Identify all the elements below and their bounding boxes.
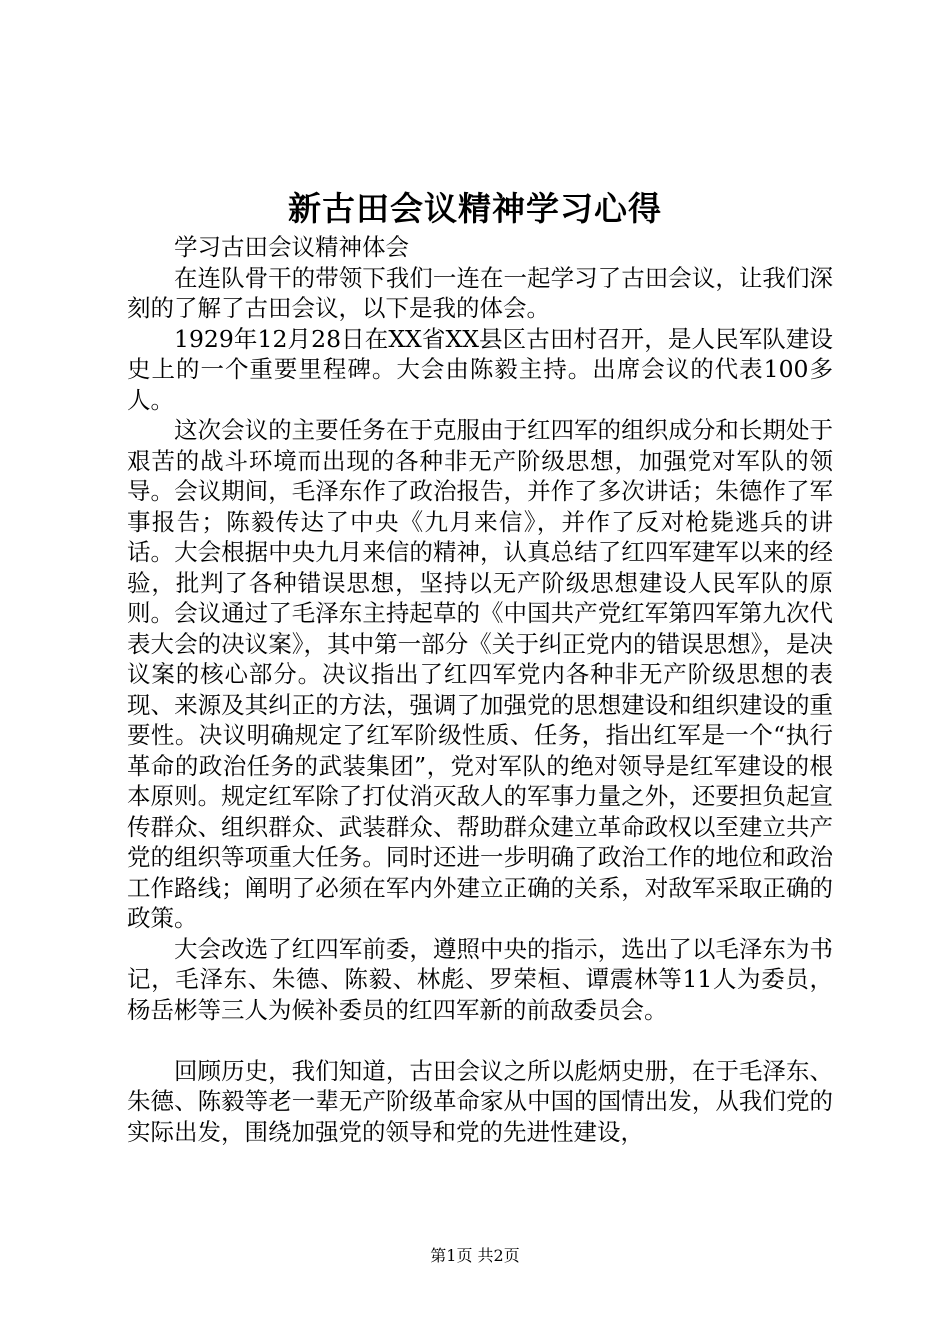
paragraph-spacer [127,1025,833,1056]
document-title: 新古田会议精神学习心得 [288,189,662,228]
paragraph-subtitle: 学习古田会议精神体会 [174,233,409,261]
page-footer: 第1页 共2页 [430,1246,520,1265]
paragraph-review: 回顾历史，我们知道，古田会议之所以彪炳史册，在于毛泽东、朱德、陈毅等老一辈无产阶级革命家从中国的国情出发，从我们党的实际出发，围绕加强党的领导和党的先进性建设， [127,1056,833,1146]
paragraph-intro: 在连队骨干的带领下我们一连在一起学习了古田会议，让我们深刻的了解了古田会议，以下是我的体会。 [127,263,833,322]
paragraph-main-task: 这次会议的主要任务在于克服由于红四军的组织成分和长期处于艰苦的战斗环境而出现的各种非无产阶级思想，加强党对军队的领导。会议期间，毛泽东作了政治报告，并作了多次讲话；朱德作了军事报告；陈毅传达了中央《九月来信》，并作了反对枪毙逃兵的讲话。大会根据中央九月来信的精神，认真总结了红四军建军以来的经验，批判了各种错误思想，坚持以无产阶级思想建设人民军队的原则。会议通过了毛泽东主持起草的《中国共产党红军第四军第九次代表大会的决议案》，其中第一部分《关于纠正党内的错误思想》，是决议案的核心部分。决议指出了红四军党内各种非无产阶级思想的表现、来源及其纠正的方法，强调了加强党的思想建设和组织建设的重要性。决议明确规定了红军阶级性质、任务，指出红军是一个“执行革命的政治任务的武装集团”，党对军队的绝对领导是红军建设的根本原则。规定红军除了打仗消灭敌人的军事力量之外，还要担负起宣传群众、组织群众、武装群众、帮助群众建立革命政权以至建立共产党的组织等项重大任务。同时还进一步明确了政治工作的地位和政治工作路线；阐明了必须在军内外建立正确的关系，对敌军采取正确的政策。 [127,416,833,932]
paragraph-election: 大会改选了红四军前委，遵照中央的指示，选出了以毛泽东为书记，毛泽东、朱德、陈毅、林彪、罗荣桓、谭震林等11人为委员，杨岳彬等三人为候补委员的红四军新的前敌委员会。 [127,934,833,1024]
document-body [127,232,833,1147]
paragraph-date: 1929年12月28日在XX省XX县区古田村召开，是人民军队建设史上的一个重要里程碑。大会由陈毅主持。出席会议的代表100多人。 [127,324,833,414]
